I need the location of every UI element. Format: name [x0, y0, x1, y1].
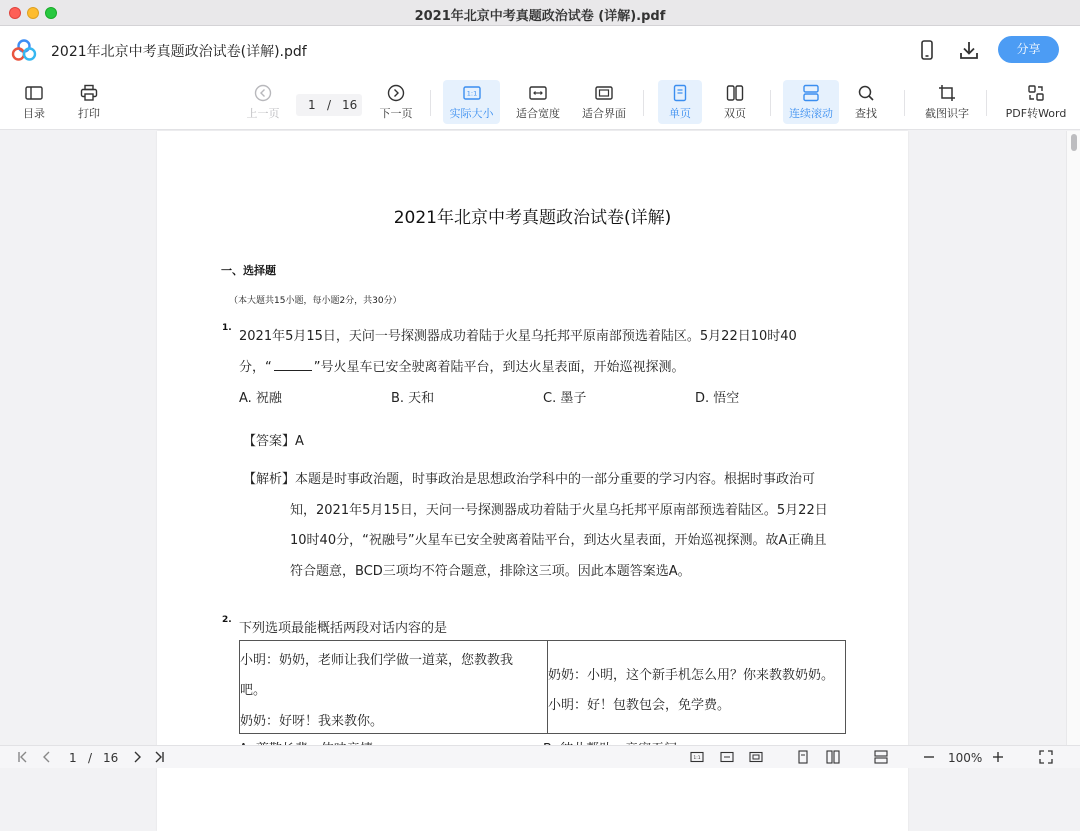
dialogue-table	[239, 640, 846, 734]
status-page-sep: /	[88, 751, 93, 765]
option-a: A. 祝融	[239, 391, 282, 406]
continuous-scroll-icon	[801, 83, 821, 103]
first-page-icon[interactable]	[16, 750, 30, 766]
fit-width-button[interactable]: 适合宽度	[512, 80, 564, 124]
toolbar-divider	[986, 90, 987, 116]
scrollbar-thumb[interactable]	[1071, 134, 1077, 151]
svg-text:1:1: 1:1	[693, 756, 701, 761]
question-line: 2021年5月15日，天问一号探测器成功着陆于火星乌托邦平原南部预选着陆区。5月22日10时40	[239, 329, 797, 344]
single-page-button[interactable]: 单页	[658, 80, 702, 124]
share-button[interactable]: 分享	[998, 36, 1059, 63]
dialogue-cell-left: 小明：奶奶，老师让我们学做一道菜，您教教我 吧。 奶奶：好呀！我来教你。	[240, 641, 548, 733]
last-page-icon[interactable]	[152, 750, 166, 766]
convert-icon	[1026, 83, 1046, 103]
zoom-level[interactable]: 100%	[948, 751, 983, 765]
find-button[interactable]: 查找	[846, 80, 886, 124]
option-d: D. 悟空	[695, 391, 740, 406]
chevron-left-circle-icon	[253, 83, 273, 103]
single-page-icon	[670, 83, 690, 103]
document-viewer[interactable]	[0, 131, 1080, 745]
search-icon	[856, 83, 876, 103]
toolbar-divider	[904, 90, 905, 116]
option-b: B. 天和	[391, 391, 435, 406]
question-number: 1.	[222, 323, 232, 333]
question-number: 2.	[222, 615, 232, 625]
download-icon[interactable]	[958, 39, 980, 61]
fit-width-icon	[528, 83, 548, 103]
crop-icon	[937, 83, 957, 103]
pdf-page	[157, 131, 908, 831]
printer-icon	[79, 83, 99, 103]
status-page-total: 16	[103, 751, 119, 765]
continuous-scroll-icon[interactable]	[874, 750, 888, 766]
toolbar-divider	[770, 90, 771, 116]
vertical-scrollbar[interactable]	[1066, 131, 1080, 745]
actual-size-icon	[462, 83, 482, 103]
analysis-line: 10时40分，“祝融号”火星车已安全驶离着陆平台，到达火星表面，开始巡视探测。故A正确且	[290, 533, 827, 548]
print-button[interactable]: 打印	[69, 80, 109, 124]
next-page-icon[interactable]	[130, 750, 144, 766]
double-page-icon	[725, 83, 745, 103]
app-header	[0, 26, 1080, 74]
actual-size-icon[interactable]	[690, 750, 704, 766]
question-line: 下列选项最能概括两段对话内容的是	[239, 621, 448, 636]
zoom-out-icon[interactable]	[922, 750, 936, 766]
continuous-scroll-button[interactable]: 连续滚动	[783, 80, 839, 124]
toc-button[interactable]: 目录	[14, 80, 54, 124]
actual-size-button[interactable]: 1:1 实际大小	[443, 80, 500, 124]
single-page-icon[interactable]	[796, 750, 810, 766]
fit-page-icon	[594, 83, 614, 103]
app-logo-icon	[12, 39, 36, 61]
prev-page-icon[interactable]	[40, 750, 54, 766]
toolbar	[0, 74, 1080, 130]
file-name: 2021年北京中考真题政治试卷(详解).pdf	[51, 44, 307, 60]
double-page-button[interactable]: 双页	[713, 80, 757, 124]
pdf-to-word-button[interactable]: PDF转Word	[1000, 80, 1072, 124]
chevron-right-circle-icon	[386, 83, 406, 103]
prev-page-button[interactable]: 上一页	[241, 80, 285, 124]
fullscreen-icon[interactable]	[1039, 750, 1053, 766]
ocr-button[interactable]: 截图识字	[920, 80, 974, 124]
sidebar-icon	[24, 83, 44, 103]
fit-width-icon[interactable]	[720, 750, 734, 766]
svg-text:1:1: 1:1	[466, 89, 477, 98]
mobile-icon[interactable]	[916, 39, 938, 61]
question-line: 分，“ ”号火星车已安全驶离着陆平台，到达火星表面，开始巡视探测。	[239, 360, 685, 375]
answer-text: 【答案】A	[243, 434, 304, 449]
document-title: 2021年北京中考真题政治试卷(详解)	[393, 208, 672, 228]
fill-blank	[274, 359, 312, 371]
analysis-line: 符合题意，BCD三项均不符合题意，排除这三项。因此本题答案选A。	[290, 564, 691, 579]
window-title: 2021年北京中考真题政治试卷 (详解).pdf	[414, 9, 666, 24]
analysis-text: 【解析】本题是时事政治题，时事政治是思想政治学科中的一部分重要的学习内容。根据时事政治可	[243, 472, 816, 487]
toolbar-divider	[643, 90, 644, 116]
analysis-line: 知，2021年5月15日，天问一号探测器成功着陆于火星乌托邦平原南部预选着陆区。5月22日	[290, 503, 828, 518]
window-titlebar	[0, 0, 1080, 26]
section-heading: 一、选择题	[221, 264, 276, 277]
toolbar-divider	[430, 90, 431, 116]
fit-page-button[interactable]: 适合界面	[578, 80, 630, 124]
option-c: C. 墨子	[543, 391, 587, 406]
status-bar	[0, 745, 1080, 768]
next-page-button[interactable]: 下一页	[374, 80, 418, 124]
double-page-icon[interactable]	[826, 750, 840, 766]
fit-page-icon[interactable]	[749, 750, 763, 766]
page-number-input[interactable]: 1 / 16	[296, 94, 362, 116]
zoom-in-icon[interactable]	[991, 750, 1005, 766]
status-page-current[interactable]: 1	[69, 751, 77, 765]
section-note: （本大题共15小题，每小题2分，共30分）	[229, 296, 402, 306]
dialogue-cell-right: 奶奶：小明，这个新手机怎么用？你来教教奶奶。 小明：好！包教包会，免学费。	[548, 668, 835, 713]
